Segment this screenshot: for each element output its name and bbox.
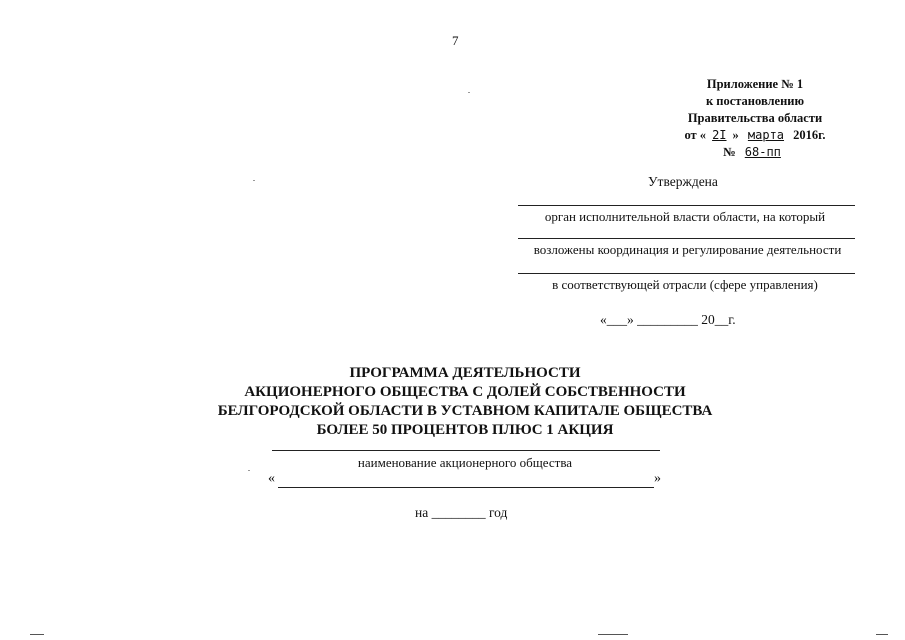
scan-speck bbox=[248, 470, 250, 471]
title-line-3: БЕЛГОРОДСКОЙ ОБЛАСТИ В УСТАВНОМ КАПИТАЛЕ ОБЩЕСТВА bbox=[217, 403, 713, 419]
date-month: марта bbox=[747, 128, 785, 142]
approval-caption-2: возложены координация и регулирование деятельности bbox=[533, 242, 842, 257]
scan-edge-mark bbox=[598, 634, 628, 635]
date-prefix: от « bbox=[684, 128, 707, 142]
signature-line-1 bbox=[518, 205, 855, 206]
date-mid: » bbox=[732, 128, 739, 142]
scan-edge-mark bbox=[876, 634, 888, 635]
date-day: 2I bbox=[712, 128, 727, 142]
company-name-line bbox=[272, 450, 660, 451]
approval-date-template: «___» _________ 20__г. bbox=[600, 312, 736, 327]
year-suffix: год bbox=[488, 505, 508, 520]
scan-speck bbox=[468, 92, 470, 93]
number-value: 68-пп bbox=[744, 145, 781, 159]
appendix-date bbox=[640, 127, 870, 144]
company-quote-open: « bbox=[268, 471, 275, 486]
scan-speck bbox=[253, 180, 255, 181]
program-year-line bbox=[415, 505, 507, 521]
scan-edge-mark bbox=[30, 634, 44, 635]
approved-label: Утверждена bbox=[648, 174, 718, 189]
title-line-2: АКЦИОНЕРНОГО ОБЩЕСТВА С ДОЛЕЙ СОБСТВЕННОСТИ bbox=[244, 384, 686, 400]
approval-caption-3: в соответствующей отрасли (сфере управления) bbox=[552, 277, 818, 292]
number-prefix: № bbox=[723, 145, 736, 159]
approval-caption-1: орган исполнительной власти области, на который bbox=[544, 209, 826, 224]
signature-line-3 bbox=[518, 273, 855, 274]
page-number: 7 bbox=[452, 33, 459, 48]
appendix-government: Правительства области bbox=[687, 111, 823, 125]
document-title bbox=[160, 364, 770, 440]
company-name-caption: наименование акционерного общества bbox=[357, 455, 573, 470]
company-quote-line bbox=[278, 487, 654, 488]
signature-line-2 bbox=[518, 238, 855, 239]
title-line-4: БОЛЕЕ 50 ПРОЦЕНТОВ ПЛЮС 1 АКЦИЯ bbox=[316, 422, 614, 438]
appendix-resolution: к постановлению bbox=[705, 94, 805, 108]
appendix-title: Приложение № 1 bbox=[706, 77, 804, 91]
appendix-number bbox=[640, 144, 870, 161]
company-quote-close: » bbox=[654, 471, 661, 486]
year-blank: ________ bbox=[431, 505, 486, 520]
year-prefix: на bbox=[415, 505, 429, 520]
appendix-block bbox=[640, 76, 870, 161]
title-line-1: ПРОГРАММА ДЕЯТЕЛЬНОСТИ bbox=[349, 365, 581, 381]
date-year: 2016г. bbox=[793, 128, 826, 142]
